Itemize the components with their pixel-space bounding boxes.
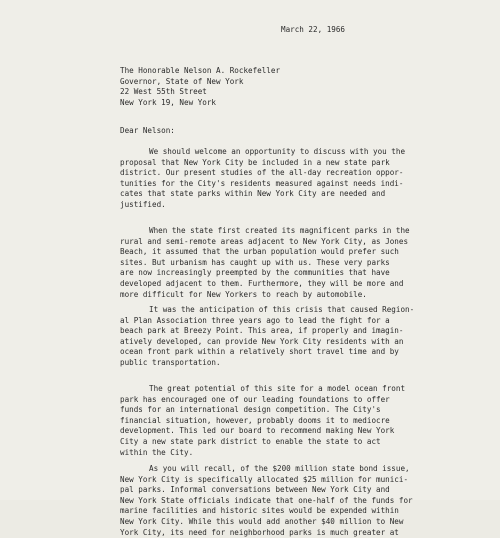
paragraph-line: marine facilities and historic sites would be expended within xyxy=(120,506,399,516)
paragraph-line: developed adjacent to them. Furthermore, they will be more and xyxy=(120,278,404,288)
paragraph-5 xyxy=(120,464,413,538)
paragraph-line: funds for an international design competition. The City's xyxy=(120,405,381,415)
paragraph-line: are now increasingly preempted by the communities that have xyxy=(120,268,390,278)
paragraph-line: When the state first created its magnificent parks in the xyxy=(149,226,410,235)
paragraph-line: district. Our present studies of the all-day recreation oppor- xyxy=(120,168,404,178)
paragraph-line: pal parks. Informal conversations between New York City and xyxy=(120,485,390,495)
letter-date: March 22, 1966 xyxy=(281,25,346,34)
paragraph-1 xyxy=(120,147,405,211)
paragraph-line: proposal that New York City be included in a new state park xyxy=(120,157,390,167)
paragraph-2 xyxy=(120,226,410,300)
paragraph-line: It was the anticipation of this crisis that caused Region- xyxy=(149,305,415,314)
paragraph-line: New York State officials indicate that one-half of the funds for xyxy=(120,495,413,505)
paragraph-line: within the City. xyxy=(120,447,194,457)
paragraph-line: cates that state parks within New York City are needed and xyxy=(120,189,386,199)
salutation: Dear Nelson: xyxy=(120,126,175,135)
paragraph-line: park has encouraged one of our leading foundations to offer xyxy=(120,394,390,404)
recipient-address xyxy=(120,66,280,108)
address-line: 22 West 55th Street xyxy=(120,87,207,97)
paragraph-line: financial situation, however, probably dooms it to mediocre xyxy=(120,415,390,425)
paragraph-line: atively developed, can provide New York City residents with an xyxy=(120,336,404,346)
address-line: Governor, State of New York xyxy=(120,76,244,86)
paragraph-line: New York City. While this would add another $40 million to New xyxy=(120,516,404,526)
paragraph-line: rural and semi-remote areas adjacent to New York City, as Jones xyxy=(120,236,409,246)
paragraph-line: public transportation. xyxy=(120,357,221,367)
paragraph-line: York City, its need for neighborhood parks is much greater at xyxy=(120,527,399,537)
paragraph-line: New York City is specifically allocated $25 million for munici- xyxy=(120,474,409,484)
address-line: New York 19, New York xyxy=(120,97,217,107)
paragraph-line: development. This led our board to recommend making New York xyxy=(120,426,395,436)
paragraph-line: City a new state park district to enable the state to act xyxy=(120,436,381,446)
paragraph-line: beach park at Breezy Point. This area, if properly and imagin- xyxy=(120,326,404,336)
paragraph-line: We should welcome an opportunity to discuss with you the xyxy=(149,147,406,156)
paragraph-line: ocean front park within a relatively short travel time and by xyxy=(120,347,399,357)
paragraph-line: sites. But urbanism has caught up with us. These very parks xyxy=(120,257,390,267)
paragraph-line: al Plan Association three years ago to lead the fight for a xyxy=(120,315,390,325)
paragraph-line: As you will recall, of the $200 million state bond issue, xyxy=(149,464,410,473)
address-line: The Honorable Nelson A. Rockefeller xyxy=(120,66,281,75)
paragraph-line: more difficult for New Yorkers to reach by automobile. xyxy=(120,289,367,299)
paragraph-line: The great potential of this site for a model ocean front xyxy=(149,384,406,393)
paragraph-4 xyxy=(120,384,405,458)
paragraph-3 xyxy=(120,305,414,369)
paragraph-line: justified. xyxy=(120,199,166,209)
paragraph-line: tunities for the City's residents measured against needs indi- xyxy=(120,178,404,188)
paragraph-line: Beach, it assumed that the urban population would prefer such xyxy=(120,247,399,257)
